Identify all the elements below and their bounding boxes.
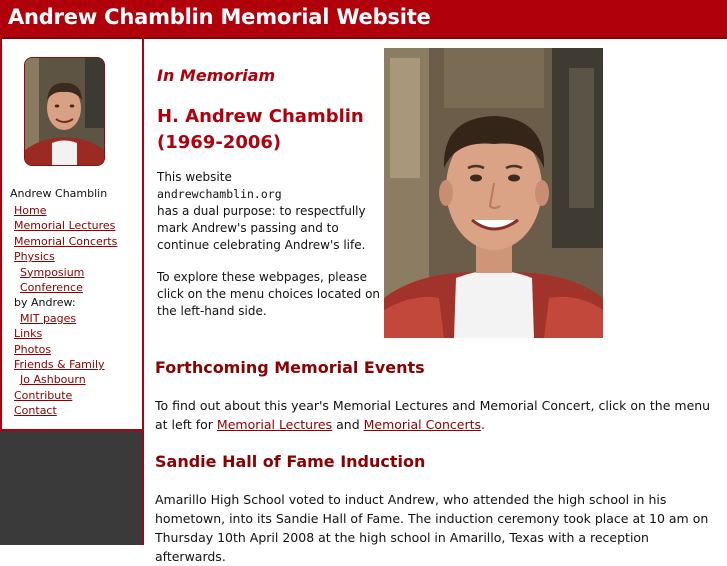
events-text: To find out about this year's Memorial Lectures and Memorial Concert, click on the menu at left for <box>155 398 711 432</box>
menu-item-jo-ashbourn[interactable]: Jo Ashbourn <box>20 373 86 387</box>
avatar-photo-icon <box>25 58 104 165</box>
events-end: . <box>481 417 486 432</box>
menu-item-links[interactable]: Links <box>14 327 43 341</box>
menu-item-symposium[interactable]: Symposium <box>20 265 85 279</box>
events-heading: Forthcoming Memorial Events <box>155 358 425 377</box>
page-title <box>157 104 364 156</box>
events-and: and <box>332 417 364 432</box>
memorial-concerts-link[interactable]: Memorial Concerts <box>363 417 482 432</box>
menu-item-photos[interactable]: Photos <box>14 342 52 356</box>
menu-item-friends-family[interactable]: Friends & Family <box>14 358 105 372</box>
in-memoriam-heading: In Memoriam <box>157 66 276 85</box>
main-content <box>144 37 727 564</box>
intro-domain: andrewchamblin.org <box>157 187 282 201</box>
avatar <box>24 57 105 166</box>
events-paragraph <box>155 396 720 434</box>
sandie-paragraph: Amarillo High School voted to induct Andrew, who attended the high school in his hometown, into its Sandie Hall of Fame. The induction ceremony took place at 10 am on Thursday 10th April 2008 at the high school in Amarillo, Texas with a reception afterwards. <box>155 492 709 564</box>
sidebar <box>0 39 144 431</box>
site-title: Andrew Chamblin Memorial Website <box>8 5 431 29</box>
menu-item-physics[interactable]: Physics <box>14 250 55 264</box>
menu-item-contact[interactable]: Contact <box>14 404 57 418</box>
portrait-photo-icon <box>384 48 603 338</box>
menu-item-home[interactable]: Home <box>14 204 47 217</box>
intro-paragraph <box>157 169 377 254</box>
menu-item-contribute[interactable]: Contribute <box>14 388 73 402</box>
portrait-photo <box>384 48 603 338</box>
menu-item-memorial-concerts[interactable]: Memorial Concerts <box>14 234 118 248</box>
explore-paragraph: To explore these webpages, please click on the menu choices located on the left-hand side. <box>157 270 381 318</box>
intro-line: This website <box>157 170 232 184</box>
menu-item-conference[interactable]: Conference <box>20 281 83 295</box>
menu-item-memorial-lectures[interactable]: Memorial Lectures <box>14 219 116 233</box>
menu-label-by-andrew: by Andrew: <box>14 296 76 310</box>
lifespan-line: (1969-2006) <box>157 132 282 153</box>
site-header <box>0 0 727 39</box>
sandie-heading: Sandie Hall of Fame Induction <box>155 452 426 471</box>
menu-item-mit-pages[interactable]: MIT pages <box>20 311 77 325</box>
fullname-line: H. Andrew Chamblin <box>157 106 364 127</box>
sidebar-menu <box>2 203 142 419</box>
intro-rest: has a dual purpose: to respectfully mark Andrew's passing and to continue celebrating Andrew's life. <box>157 204 366 252</box>
sidebar-footer-panel <box>0 431 143 545</box>
memorial-lectures-link[interactable]: Memorial Lectures <box>216 417 333 432</box>
sidebar-name: Andrew Chamblin <box>10 187 108 200</box>
